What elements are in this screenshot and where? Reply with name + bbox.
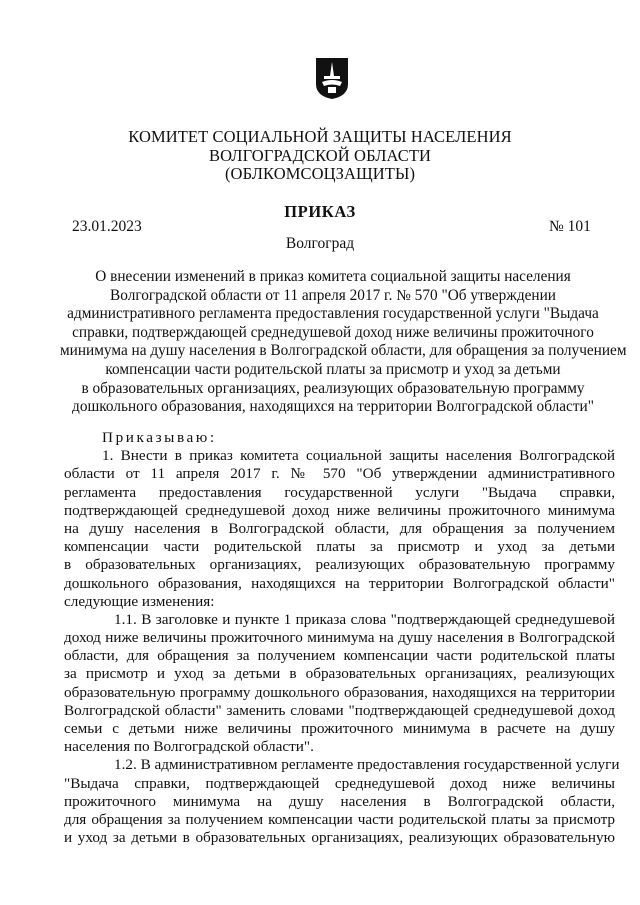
committee-abbreviation: (ОБЛКОМСОЦЗАЩИТЫ): [224, 164, 416, 183]
paragraph-1-line: компенсации части родительской платы за присмотр и уход за детьми: [64, 538, 615, 556]
paragraph-1-1-line: Волгоградской области" заменить словами "подтверждающей среднедушевой доход: [64, 701, 615, 719]
paragraph-1-1-line: доход ниже величины прожиточного минимума на душу населения в Волгоградской: [64, 629, 615, 647]
paragraph-1-2-line: 1.2. В административном регламенте предоставления государственной услуги: [114, 756, 620, 774]
subject-line: дошкольного образования, находящихся на территории Волгоградской области": [72, 398, 594, 416]
paragraph-1-2-line: и уход за детьми в образовательных организациях, реализующих образовательную: [64, 829, 615, 847]
paragraph-1-line: дошкольного образования, находящихся на территории Волгоградской области": [64, 574, 615, 592]
subject-line: справки, подтверждающей среднедушевой доход ниже величины прожиточного: [72, 323, 594, 341]
paragraph-1-2-line: для обращения за получением компенсации части родительской платы за присмотр: [64, 810, 615, 828]
order-body: [64, 429, 620, 847]
paragraph-1-line: подтверждающей среднедушевой доход ниже величины прожиточного минимума: [64, 501, 615, 519]
subject-line: компенсации части родительской платы за присмотр и уход за детьми: [105, 360, 561, 378]
paragraph-1-line: следующие изменения:: [64, 592, 215, 610]
region-name: ВОЛГОГРАДСКОЙ ОБЛАСТИ: [208, 146, 432, 165]
committee-name: КОМИТЕТ СОЦИАЛЬНОЙ ЗАЩИТЫ НАСЕЛЕНИЯ: [128, 127, 512, 146]
volgograd-coat-of-arms-icon: [314, 56, 350, 100]
subject-line: административного регламента предоставления государственной услуги "Выдача: [67, 305, 599, 323]
paragraph-1-2-line: прожиточного минимума на душу населения в Волгоградской области,: [64, 792, 615, 810]
paragraph-1-1-line: за присмотр и уход за детьми в образовательных организациях, реализующих: [64, 665, 615, 683]
document-type-title: ПРИКАЗ: [284, 202, 356, 221]
paragraph-1-line: области от 11 апреля 2017 г. № 570 "Об утверждении административного: [64, 465, 615, 483]
paragraph-1-2-line: "Выдача справки, подтверждающей среднедушевой доход ниже величины: [64, 774, 615, 792]
prikazyvayu-heading: Приказываю:: [102, 429, 217, 446]
subject-line: Волгоградской области от 11 апреля 2017 г. № 570 "Об утверждении: [110, 286, 556, 304]
order-number: № 101: [549, 218, 591, 235]
paragraph-1-line: 1. Внести в приказ комитета социальной защиты населения Волгоградской: [102, 447, 615, 465]
subject-line: минимума на душу населения в Волгоградской области, для обращения за получением: [60, 342, 627, 360]
order-date: 23.01.2023: [72, 218, 142, 235]
order-subject: [60, 268, 627, 417]
paragraph-1-1-line: населения по Волгоградской области".: [64, 738, 314, 756]
paragraph-1-line: регламента предоставления государственной услуги "Выдача справки,: [64, 483, 615, 501]
paragraph-1-1-line: области, для обращения за получением компенсации части родительской платы: [64, 647, 615, 665]
subject-line: в образовательных организациях, реализующих образовательную программу: [81, 379, 585, 397]
paragraph-1-line: в образовательных организациях, реализующих образовательную программу: [64, 556, 615, 574]
paragraph-1-1-line: семьи с детьми ниже величины прожиточного минимума в расчете на душу: [64, 720, 615, 737]
order-city: Волгоград: [285, 235, 355, 252]
paragraph-1-1-line: 1.1. В заголовке и пункте 1 приказа слова "подтверждающей среднедушевой: [114, 610, 615, 628]
paragraph-1-line: на душу населения в Волгоградской области, для обращения за получением: [64, 519, 615, 537]
subject-line: О внесении изменений в приказ комитета социальной защиты населения: [95, 268, 571, 285]
paragraph-1-1-line: образовательную программу дошкольного образования, находящихся на территории: [64, 683, 615, 701]
